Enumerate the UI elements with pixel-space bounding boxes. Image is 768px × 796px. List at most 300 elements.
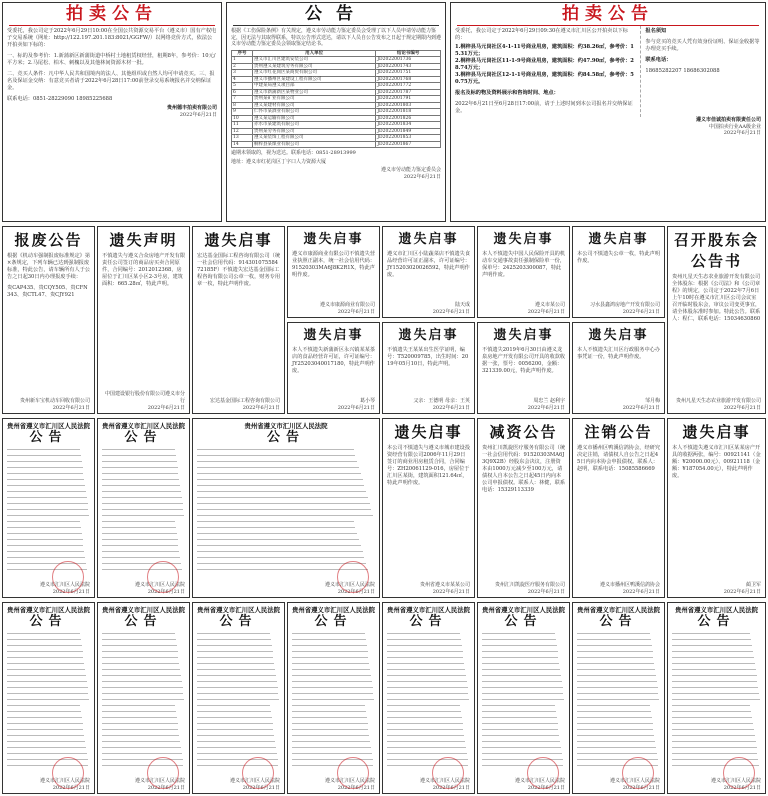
notice-title: 遗失声明 bbox=[109, 231, 178, 249]
notice-date: 2022年6月21日 bbox=[52, 404, 90, 411]
text-line bbox=[7, 717, 82, 718]
table-cell: 仁怀市某酒业有限公司 bbox=[252, 109, 375, 116]
notice-body: 贵州凡星天生态农业旅游开发有限公司全体股东：根据《公司法》和《公司章程》的规定，公司定于2022年7月6日上午10时在遵义市汇川区公司会议室召开临时股东会，审议公司变更事宜，请全体股东准时参加。特此公告。联系人：程仁，联系电话：15034630860 bbox=[672, 274, 761, 322]
text-line bbox=[7, 485, 85, 486]
text-line bbox=[197, 657, 273, 658]
table-cell: 14 bbox=[232, 141, 253, 148]
court-header: 贵州省遵义市汇川区人民法院 bbox=[291, 606, 376, 614]
notice-box bbox=[2, 226, 95, 414]
notice-box bbox=[97, 226, 190, 414]
court-body-text bbox=[7, 449, 90, 575]
table-cell: JD2022001826 bbox=[376, 115, 441, 122]
notice-box bbox=[477, 226, 570, 318]
text-line bbox=[102, 669, 180, 670]
table-cell: 中建某局遵义项目部 bbox=[252, 83, 375, 90]
text-line bbox=[482, 651, 558, 652]
text-line bbox=[102, 729, 178, 730]
table-cell: JD2022001853 bbox=[376, 135, 441, 142]
text-line bbox=[292, 681, 372, 682]
text-line bbox=[7, 497, 87, 498]
text-line bbox=[672, 669, 756, 670]
text-line bbox=[577, 741, 655, 742]
court-date: 2022年6月21日 bbox=[527, 784, 565, 791]
text-line bbox=[387, 729, 463, 730]
text-line bbox=[102, 491, 181, 492]
text-line bbox=[577, 747, 656, 748]
text-line bbox=[197, 467, 359, 468]
text-line bbox=[292, 729, 368, 730]
text-line bbox=[7, 711, 81, 712]
text-line bbox=[102, 551, 179, 552]
text-line bbox=[197, 449, 354, 450]
text-line bbox=[672, 687, 758, 688]
notice-box bbox=[382, 226, 475, 318]
court-notice-box bbox=[572, 602, 665, 794]
auction-right-main bbox=[451, 26, 640, 117]
text-line bbox=[387, 633, 460, 634]
text-line bbox=[102, 747, 181, 748]
court-body-text bbox=[672, 633, 761, 771]
table-cell: JD2022001736 bbox=[376, 57, 441, 64]
text-line bbox=[387, 681, 467, 682]
text-line bbox=[482, 723, 558, 724]
auction-right-reg: 2022年6月21日至6月28日17:00前，请于上述时间到本公司报名并交纳保证金。 bbox=[455, 101, 633, 114]
court-header: 贵州省遵义市汇川区人民法院 bbox=[196, 606, 281, 614]
court-date: 2022年6月21日 bbox=[337, 784, 375, 791]
court-signer: 遵义市汇川区人民法院 bbox=[39, 777, 90, 784]
notice-body: 遵义市汇川区小陆蔬菜店不慎遗失食品经营许可证正副本，许可证编号：JY15203020026592，特此声明作废。 bbox=[387, 251, 471, 278]
text-line bbox=[482, 753, 562, 754]
text-line bbox=[7, 449, 80, 450]
text-line bbox=[102, 497, 182, 498]
court-seal bbox=[432, 757, 464, 789]
court-notice-box bbox=[192, 602, 285, 794]
text-line bbox=[7, 669, 85, 670]
text-line bbox=[577, 675, 656, 676]
court-notice-box bbox=[97, 602, 190, 794]
text-line bbox=[387, 693, 468, 694]
text-line bbox=[387, 687, 468, 688]
text-line bbox=[102, 533, 177, 534]
text-line bbox=[292, 735, 369, 736]
court-date: 2022年6月21日 bbox=[242, 784, 280, 791]
text-line bbox=[7, 735, 84, 736]
text-line bbox=[482, 717, 557, 718]
text-line bbox=[672, 681, 757, 682]
notice-signer: 蔺卫军 bbox=[745, 581, 761, 588]
court-signer: 遵义市汇川区人民法院 bbox=[514, 777, 565, 784]
text-line bbox=[197, 533, 357, 534]
text-line bbox=[7, 693, 88, 694]
text-line bbox=[102, 503, 183, 504]
notice-box bbox=[287, 322, 380, 414]
text-line bbox=[672, 663, 755, 664]
notice-signer: 贵州新车宝机动车回收有限公司 bbox=[19, 397, 90, 404]
text-line bbox=[292, 747, 371, 748]
court-seal bbox=[52, 757, 84, 789]
text-line bbox=[197, 663, 274, 664]
text-line bbox=[7, 741, 85, 742]
auction-body: 受委托，我公司定于2022年6月29日10:00在全国公共资源交易平台（遵义市）国有产权电子交易系统（网址：http://122.197.201.183:8021/GGFW/）以网络竞价方式，依法公开拍卖如下标的： bbox=[7, 28, 217, 48]
text-line bbox=[7, 545, 83, 546]
text-line bbox=[102, 681, 182, 682]
court-title: 公告 bbox=[504, 614, 543, 629]
text-line bbox=[672, 711, 751, 712]
text-line bbox=[102, 645, 177, 646]
text-line bbox=[197, 527, 355, 528]
table-cell: 10 bbox=[232, 115, 253, 122]
notice-date: 2022年6月21日 bbox=[432, 308, 470, 315]
court-body-text bbox=[292, 633, 375, 771]
text-line bbox=[482, 669, 560, 670]
auction-right-body: 受委托，我公司定于2022年6月29日09:30在遵义市汇川区公开拍卖以下标的： bbox=[455, 28, 628, 41]
court-date: 2022年6月21日 bbox=[432, 784, 470, 791]
text-line bbox=[482, 747, 561, 748]
text-line bbox=[197, 497, 368, 498]
text-line bbox=[482, 639, 556, 640]
court-notice-box bbox=[2, 418, 95, 598]
court-date: 2022年6月21日 bbox=[52, 784, 90, 791]
text-line bbox=[672, 735, 755, 736]
text-line bbox=[577, 693, 658, 694]
table-cell: 2 bbox=[232, 63, 253, 70]
notice-date: 2022年6月21日 bbox=[622, 404, 660, 411]
table-cell: 遵义市新蒲新区某物业公司 bbox=[252, 89, 375, 96]
notice-body: 本人不慎遗失汇川区行政服务中心办事凭证一份，特此声明作废。 bbox=[577, 347, 661, 360]
notice-signer: 遵义市某公司 bbox=[534, 301, 565, 308]
court-title: 公告 bbox=[29, 614, 68, 629]
auction-date: 2022年6月21日 bbox=[179, 111, 217, 118]
notice-title: 注销公告 bbox=[584, 423, 653, 441]
auction-right-signer: 遵义市佳诚拍卖有限责任公司 bbox=[695, 117, 761, 123]
court-title: 公告 bbox=[219, 614, 258, 629]
text-line bbox=[577, 663, 654, 664]
text-line bbox=[482, 711, 556, 712]
text-line bbox=[197, 509, 371, 510]
auction-notice-left bbox=[2, 2, 222, 222]
text-line bbox=[102, 699, 184, 700]
text-line bbox=[7, 687, 88, 688]
table-cell: 赤水市某建筑有限公司 bbox=[252, 122, 375, 129]
court-notice-box bbox=[97, 418, 190, 598]
notice-box bbox=[477, 418, 570, 598]
text-line bbox=[197, 729, 273, 730]
text-line bbox=[672, 699, 760, 700]
text-line bbox=[482, 693, 563, 694]
text-line bbox=[197, 735, 274, 736]
text-line bbox=[7, 455, 81, 456]
text-line bbox=[577, 645, 652, 646]
court-seal bbox=[622, 757, 654, 789]
text-line bbox=[292, 657, 368, 658]
table-cell: 11 bbox=[232, 122, 253, 129]
notice-title: 减资公告 bbox=[489, 423, 558, 441]
text-line bbox=[102, 735, 179, 736]
table-cell: JD2022001743 bbox=[376, 63, 441, 70]
table-cell: 3 bbox=[232, 70, 253, 77]
table-cell: JD2022001772 bbox=[376, 83, 441, 90]
auction-right-reg-title: 报名及标的物及资料展示和咨询时间、地点： bbox=[455, 90, 559, 96]
text-line bbox=[197, 557, 364, 558]
notice-body: 本公司不慎遗失公章一枚，特此声明作废。 bbox=[577, 251, 661, 264]
notice-date: 2022年6月21日 bbox=[527, 588, 565, 595]
text-line bbox=[102, 657, 178, 658]
court-body-text bbox=[482, 633, 565, 771]
notice-box bbox=[382, 322, 475, 414]
text-line bbox=[387, 699, 469, 700]
text-line bbox=[292, 687, 373, 688]
text-line bbox=[197, 563, 366, 564]
court-signer: 遵义市汇川区人民法院 bbox=[324, 777, 375, 784]
text-line bbox=[292, 699, 374, 700]
court-date: 2022年6月21日 bbox=[147, 588, 185, 595]
notice-signer: 贵州凡星天生态农业旅游开发有限公司 bbox=[675, 397, 761, 404]
table-cell: 4 bbox=[232, 76, 253, 83]
text-line bbox=[482, 699, 564, 700]
text-line bbox=[102, 557, 180, 558]
notice-signer: 葛小琴 bbox=[359, 397, 375, 404]
text-line bbox=[672, 651, 753, 652]
court-seal bbox=[527, 757, 559, 789]
text-line bbox=[7, 729, 83, 730]
court-header: 贵州省遵义市汇川区人民法院 bbox=[244, 422, 328, 430]
labor-appraisal-announcement bbox=[226, 2, 446, 222]
court-header: 贵州省遵义市汇川区人民法院 bbox=[6, 422, 91, 430]
text-line bbox=[482, 633, 555, 634]
auction-right-contact-title: 联系电话： bbox=[645, 57, 672, 63]
court-date: 2022年6月21日 bbox=[52, 588, 90, 595]
notice-date: 2022年6月21日 bbox=[622, 588, 660, 595]
court-signer: 遵义市汇川区人民法院 bbox=[419, 777, 470, 784]
notice-date: 2022年6月21日 bbox=[147, 404, 185, 411]
text-line bbox=[672, 729, 754, 730]
text-line bbox=[482, 687, 563, 688]
announcement-signer: 遵义市劳动能力鉴定委员会 bbox=[380, 167, 441, 173]
notice-body: 根据《机动车强制报废标准规定》第×条规定，下列车辆已达到强制报废标准，特此公告，请车辆所有人于公告之日起30日内办理报废手续： bbox=[7, 253, 91, 280]
notice-signer: 中国建设银行股份有限公司遵义市分行 bbox=[104, 391, 185, 404]
notice-box bbox=[667, 226, 766, 414]
table-cell: 9 bbox=[232, 109, 253, 116]
text-line bbox=[672, 747, 757, 748]
text-line bbox=[197, 741, 275, 742]
table-cell: 7 bbox=[232, 96, 253, 103]
text-line bbox=[7, 753, 87, 754]
text-line bbox=[197, 503, 370, 504]
table-cell: 遵义市播州区某建设工程有限公司 bbox=[252, 76, 375, 83]
text-line bbox=[387, 705, 460, 706]
notice-title: 报废公告 bbox=[14, 231, 83, 249]
table-cell: JD2022001791 bbox=[376, 96, 441, 103]
table-cell: 8 bbox=[232, 102, 253, 109]
notice-box bbox=[572, 322, 665, 414]
table-cell: 遵义市汇川区建筑安装公司 bbox=[252, 57, 375, 64]
text-line bbox=[7, 723, 83, 724]
table-row bbox=[232, 141, 441, 148]
court-seal bbox=[337, 561, 369, 593]
text-line bbox=[387, 741, 465, 742]
court-signer: 遵义市汇川区人民法院 bbox=[710, 777, 761, 784]
text-line bbox=[7, 747, 86, 748]
notice-date: 2022年6月21日 bbox=[527, 404, 565, 411]
text-line bbox=[672, 675, 757, 676]
notice-body: 本人不慎遗失中国人民保险开具的机动车交通事故责任强制保险单一份，保单号：2425203300087，特此声明作废。 bbox=[482, 251, 566, 278]
text-line bbox=[672, 633, 750, 634]
text-line bbox=[292, 705, 365, 706]
notice-date: 2022年6月21日 bbox=[723, 404, 761, 411]
table-cell: 贵州遵义某建筑劳务有限公司 bbox=[252, 63, 375, 70]
court-body-text bbox=[102, 633, 185, 771]
notice-date: 2022年6月21日 bbox=[337, 404, 375, 411]
text-line bbox=[7, 651, 83, 652]
court-title: 公告 bbox=[29, 430, 68, 445]
text-line bbox=[387, 669, 465, 670]
text-line bbox=[577, 633, 650, 634]
text-line bbox=[387, 723, 463, 724]
announcement-footer: 逾期未领取的，视为送达。联系电话：0851-28913999 bbox=[231, 150, 356, 156]
text-line bbox=[102, 753, 182, 754]
court-body-text bbox=[197, 449, 375, 575]
text-line bbox=[387, 717, 462, 718]
text-line bbox=[672, 723, 753, 724]
notice-title: 遗失启事 bbox=[588, 328, 649, 343]
text-line bbox=[197, 711, 271, 712]
text-line bbox=[197, 515, 373, 516]
table-cell: JD2022001818 bbox=[376, 109, 441, 116]
text-line bbox=[387, 675, 466, 676]
text-line bbox=[387, 645, 462, 646]
text-line bbox=[292, 645, 367, 646]
text-line bbox=[387, 753, 467, 754]
text-line bbox=[102, 711, 176, 712]
text-line bbox=[7, 551, 84, 552]
text-line bbox=[577, 711, 651, 712]
court-header: 贵州省遵义市汇川区人民法院 bbox=[101, 606, 186, 614]
text-line bbox=[197, 639, 271, 640]
auction-right-contact: 18685282207 18686302088 bbox=[645, 68, 720, 74]
text-line bbox=[292, 639, 366, 640]
auction-title: 拍卖公告 bbox=[66, 4, 158, 24]
notice-date: 2022年6月21日 bbox=[432, 588, 470, 595]
table-cell: 桐梓县某煤业有限公司 bbox=[252, 141, 375, 148]
table-cell: JD2022001867 bbox=[376, 141, 441, 148]
court-body-text bbox=[197, 633, 280, 771]
text-line bbox=[7, 539, 83, 540]
text-line bbox=[672, 693, 759, 694]
text-line bbox=[197, 521, 354, 522]
text-line bbox=[197, 651, 273, 652]
text-line bbox=[7, 461, 82, 462]
text-line bbox=[577, 669, 655, 670]
court-header: 贵州省遵义市汇川区人民法院 bbox=[386, 606, 471, 614]
court-date: 2022年6月21日 bbox=[337, 588, 375, 595]
text-line bbox=[292, 669, 370, 670]
table-cell: 遵义市红花岗区某商贸有限公司 bbox=[252, 70, 375, 77]
table-cell: JD2022001751 bbox=[376, 70, 441, 77]
notice-box bbox=[572, 418, 665, 598]
text-line bbox=[482, 729, 558, 730]
court-signer: 遵义市汇川区人民法院 bbox=[229, 777, 280, 784]
notice-signer: 遵义市康源商业有限公司 bbox=[319, 301, 375, 308]
court-seal bbox=[723, 757, 755, 789]
court-seal bbox=[52, 561, 84, 593]
table-cell: JD2022001803 bbox=[376, 102, 441, 109]
notice-signer: 贵州汇川凯旋医疗服务有限公司 bbox=[494, 581, 565, 588]
text-line bbox=[292, 711, 366, 712]
text-line bbox=[102, 663, 179, 664]
table-cell: 遵义某装饰工程有限公司 bbox=[252, 135, 375, 142]
text-line bbox=[102, 467, 178, 468]
text-line bbox=[102, 687, 183, 688]
text-line bbox=[292, 717, 367, 718]
text-line bbox=[387, 747, 466, 748]
text-line bbox=[197, 723, 273, 724]
table-cell: JD2022001768 bbox=[376, 76, 441, 83]
notice-box bbox=[382, 418, 475, 598]
text-line bbox=[197, 681, 277, 682]
text-line bbox=[197, 485, 364, 486]
court-date: 2022年6月21日 bbox=[147, 784, 185, 791]
notice-box bbox=[572, 226, 665, 318]
court-signer: 遵义市汇川区人民法院 bbox=[324, 581, 375, 588]
notice-signer: 宏达基金国际工程咨询有限公司 bbox=[209, 397, 280, 404]
text-line bbox=[102, 485, 180, 486]
court-header: 贵州省遵义市汇川区人民法院 bbox=[101, 422, 186, 430]
auction-right-item-3: 3.桐梓县马元岗社区12-1-1号商业用房，建筑面积：约84.58㎡，参考价：50.75万元。 bbox=[455, 72, 634, 85]
text-line bbox=[577, 657, 653, 658]
court-seal bbox=[147, 561, 179, 593]
text-line bbox=[482, 663, 559, 664]
text-line bbox=[577, 639, 651, 640]
text-line bbox=[7, 503, 88, 504]
text-line bbox=[7, 699, 89, 700]
court-date: 2022年6月21日 bbox=[723, 784, 761, 791]
auction-right-item-1: 1.桐梓县马元岗社区4-1-11号商业用房，建筑面积：约38.26㎡，参考价：15.31万元； bbox=[455, 44, 634, 57]
notice-title: 遗失启事 bbox=[493, 328, 554, 343]
text-line bbox=[102, 675, 181, 676]
auction-items: 一、标的及参考价：1.新蒲新区新蒲街道中桥村土地租赁权经营，租期8年，参考价：10元/平方米；2.马尾松、柏木、刺槐以及其他林间资源木材一批。 bbox=[7, 53, 216, 66]
auction-right-title: 拍卖公告 bbox=[562, 4, 654, 24]
table-cell: JD2022001787 bbox=[376, 89, 441, 96]
text-line bbox=[482, 675, 561, 676]
text-line bbox=[292, 741, 370, 742]
text-line bbox=[102, 651, 178, 652]
text-line bbox=[577, 699, 659, 700]
text-line bbox=[292, 675, 371, 676]
text-line bbox=[577, 681, 657, 682]
announcement-date: 2022年6月21日 bbox=[403, 173, 441, 180]
text-line bbox=[197, 473, 361, 474]
text-line bbox=[387, 657, 463, 658]
text-line bbox=[577, 687, 658, 688]
table-header-cell: 序号 bbox=[232, 50, 253, 57]
text-line bbox=[197, 675, 276, 676]
text-line bbox=[7, 527, 81, 528]
notice-body: 贵州汇川凯旋医疗服务有限公司（统一社会信用代码：91520303MA6J3Q9X2B）经股东会决议，注册资本由1000万元减少至100万元，请债权人自本公告之日起45日内向本公司申报债权。联系人：林健，联系电话：15329113339 bbox=[482, 445, 566, 493]
notice-title: 遗失启事 bbox=[398, 328, 459, 343]
court-header: 贵州省遵义市汇川区人民法院 bbox=[576, 606, 661, 614]
notice-body: 宏达基金国际工程咨询有限公司（统一社会信用代码：91430107558472185F）不慎遗失宏达基金国际工程咨询有限公司公章一枚，财务专用章一枚，特此声明作废。 bbox=[197, 253, 281, 287]
text-line bbox=[197, 717, 272, 718]
notice-body: 本公司不慎遗失与遵义市城市建设投资经营有限公司2006年11月29日签订的商业用房租赁合同，合同编号：ZH20061129-016，房屋位于汇川区某街，建筑面积121.64㎡，特此声明作废。 bbox=[387, 445, 471, 486]
text-line bbox=[482, 735, 559, 736]
text-line bbox=[197, 455, 355, 456]
text-line bbox=[102, 515, 184, 516]
notice-body: 遵义市康源商业有限公司不慎遗失营业执照正副本，统一社会信用代码：91520303MA6J8K2R1X，特此声明作废。 bbox=[292, 251, 376, 278]
text-line bbox=[7, 663, 84, 664]
auction-notice-right bbox=[450, 2, 766, 222]
notice-box bbox=[477, 322, 570, 414]
text-line bbox=[197, 545, 361, 546]
